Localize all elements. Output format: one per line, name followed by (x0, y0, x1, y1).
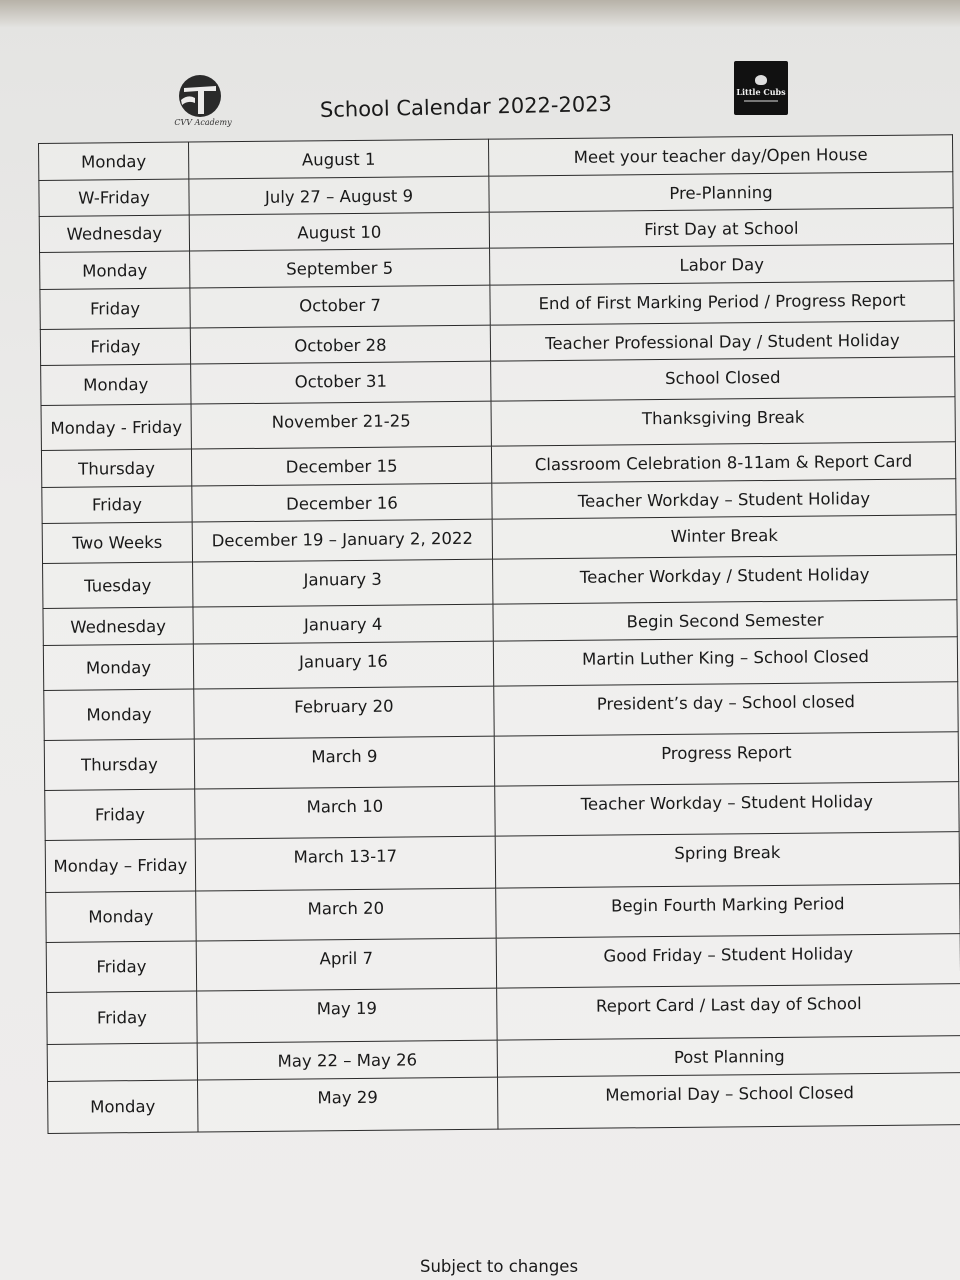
date-cell: March 10 (195, 786, 495, 839)
date-cell: August 10 (189, 212, 489, 251)
event-cell: Meet your teacher day/Open House (488, 135, 952, 176)
event-cell: Labor Day (490, 244, 954, 285)
page-title: School Calendar 2022-2023 (319, 91, 613, 122)
event-cell: Teacher Workday – Student Holiday (492, 479, 956, 519)
day-cell: Wednesday (39, 215, 189, 252)
event-cell: End of First Marking Period / Progress Report (490, 281, 954, 325)
calendar-row (44, 682, 958, 741)
day-cell: Two Weeks (42, 522, 192, 563)
date-cell: January 3 (193, 559, 493, 607)
day-cell: Monday (40, 251, 190, 289)
page-top-shadow (0, 0, 960, 28)
event-cell: Teacher Workday – Student Holiday (495, 782, 959, 836)
calendar-table-body (39, 135, 960, 1134)
little-cubs-logo (734, 61, 788, 115)
date-cell: March 9 (194, 736, 494, 789)
day-cell: Monday (41, 364, 191, 405)
date-cell: November 21-25 (191, 401, 491, 449)
left-logo-caption: CVV Academy (174, 118, 232, 127)
date-cell: July 27 – August 9 (189, 176, 489, 215)
calendar-row (46, 934, 960, 993)
event-cell: Begin Second Semester (493, 600, 957, 641)
date-cell: October 7 (190, 285, 490, 328)
calendar-row (48, 1073, 960, 1134)
day-cell: Monday - Friday (41, 404, 191, 450)
day-cell: Monday (39, 142, 189, 180)
day-cell: Monday (46, 891, 196, 942)
date-cell: May 19 (197, 988, 497, 1043)
right-logo-text: Little Cubs (736, 86, 786, 97)
day-cell: Friday (40, 288, 190, 329)
date-cell: March 13-17 (195, 836, 495, 891)
date-cell: December 15 (191, 446, 491, 486)
logo-underline (744, 100, 778, 102)
event-cell: Progress Report (494, 732, 958, 786)
cvv-academy-logo (164, 74, 244, 132)
calendar-row (45, 782, 959, 841)
date-cell: May 29 (198, 1077, 498, 1132)
day-cell: Wednesday (43, 607, 193, 645)
day-cell (47, 1043, 197, 1081)
day-cell: Friday (45, 789, 195, 840)
date-cell: February 20 (194, 686, 494, 739)
date-cell: August 1 (188, 139, 488, 179)
event-cell: Spring Break (495, 832, 959, 888)
event-cell: Teacher Workday / Student Holiday (493, 555, 957, 604)
date-cell: March 20 (196, 888, 496, 941)
cvv-emblem-icon (164, 74, 244, 120)
event-cell: School Closed (491, 357, 955, 401)
day-cell: W-Friday (39, 179, 189, 216)
calendar-row (46, 884, 960, 943)
day-cell: Monday (44, 689, 194, 740)
day-cell: Friday (46, 941, 196, 992)
day-cell: Friday (40, 328, 190, 365)
date-cell: October 28 (190, 325, 490, 364)
date-cell: October 31 (191, 361, 491, 404)
event-cell: Report Card / Last day of School (497, 984, 960, 1040)
date-cell: September 5 (190, 248, 490, 288)
date-cell: April 7 (196, 938, 496, 991)
day-cell: Monday (43, 644, 193, 690)
event-cell: Classroom Celebration 8-11am & Report Card (491, 442, 955, 483)
day-cell: Monday (48, 1080, 198, 1133)
day-cell: Thursday (41, 449, 191, 487)
day-cell: Friday (42, 486, 192, 523)
day-cell: Friday (47, 991, 197, 1044)
cub-icon (755, 75, 767, 85)
day-cell: Monday – Friday (45, 839, 195, 892)
event-cell: Thanksgiving Break (491, 397, 955, 446)
event-cell: Teacher Professional Day / Student Holiday (490, 321, 954, 361)
day-cell: Tuesday (43, 562, 193, 608)
date-cell: December 16 (192, 483, 492, 522)
calendar-row (47, 984, 960, 1045)
event-cell: Begin Fourth Marking Period (496, 884, 960, 938)
date-cell: May 22 – May 26 (197, 1040, 497, 1080)
calendar-row (45, 832, 959, 893)
date-cell: January 4 (193, 604, 493, 644)
event-cell: Good Friday – Student Holiday (496, 934, 960, 988)
event-cell: Post Planning (497, 1036, 960, 1077)
calendar-table (38, 134, 960, 1134)
event-cell: Memorial Day – School Closed (497, 1073, 960, 1129)
event-cell: Pre-Planning (489, 172, 953, 212)
calendar-row (44, 732, 958, 791)
event-cell: President’s day – School closed (494, 682, 958, 736)
day-cell: Thursday (44, 739, 194, 790)
event-cell: Winter Break (492, 515, 956, 559)
date-cell: December 19 – January 2, 2022 (192, 519, 492, 562)
event-cell: Martin Luther King – School Closed (493, 637, 957, 686)
event-cell: First Day at School (489, 208, 953, 248)
date-cell: January 16 (193, 641, 493, 689)
footer-note: Subject to changes (420, 1257, 579, 1276)
